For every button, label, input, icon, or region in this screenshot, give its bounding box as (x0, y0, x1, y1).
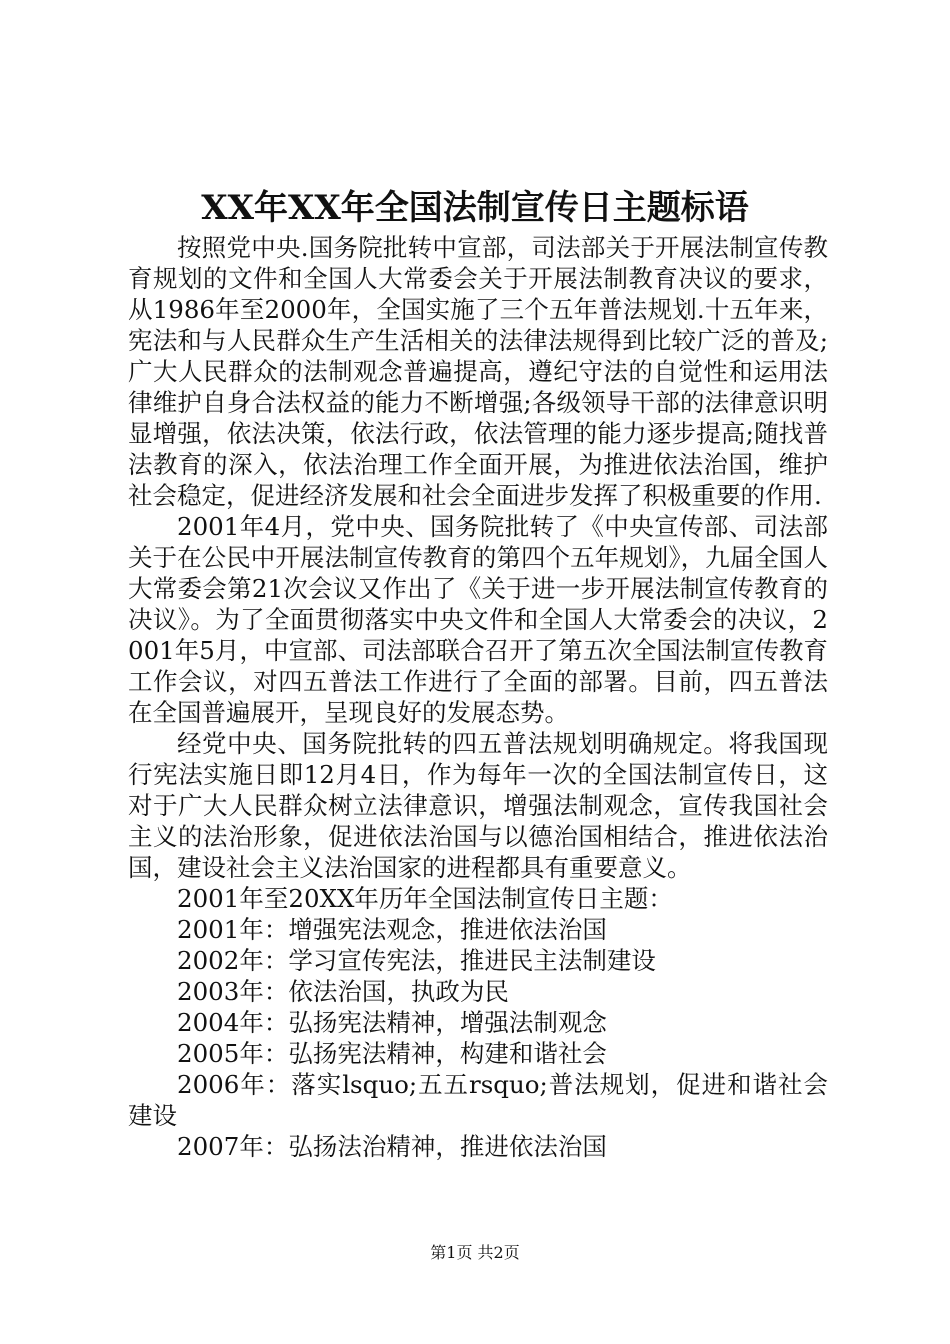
theme-2002: 2002年：学习宣传宪法，推进民主法制建设 (177, 946, 656, 975)
theme-2004: 2004年：弘扬宪法精神，增强法制观念 (177, 1008, 607, 1037)
page-number-footer: 第1页 共2页 (430, 1243, 520, 1262)
theme-2006: 2006年：落实lsquo;五五rsquo;普法规划，促进和谐社会建设 (128, 1070, 828, 1130)
paragraph-legal-day: 经党中央、国务院批转的四五普法规划明确规定。将我国现行宪法实施日即12月4日，作为每年一次的全国法制宣传日，这对于广大人民群众树立法律意识，增强法制观念，宣传我国社会主义的法治形象，促进依法治国与以德治国相结合，推进依法治国，建设社会主义法治国家的进程都具有重要意义。 (128, 729, 828, 882)
theme-2001: 2001年：增强宪法观念，推进依法治国 (177, 915, 607, 944)
theme-2007: 2007年：弘扬法治精神，推进依法治国 (177, 1132, 607, 1161)
paragraph-2001-plan: 2001年4月，党中央、国务院批转了《中央宣传部、司法部关于在公民中开展法制宣传教育的第四个五年规划》，九届全国人大常委会第21次会议又作出了《关于进一步开展法制宣传教育的决议》。为了全面贯彻落实中央文件和全国人大常委会的决议，2001年5月，中宣部、司法部联合召开了第五次全国法制宣传教育工作会议，对四五普法工作进行了全面的部署。目前，四五普法在全国普遍展开，呈现良好的发展态势。 (128, 512, 828, 727)
theme-2003: 2003年：依法治国，执政为民 (177, 977, 509, 1006)
paragraph-intro: 按照党中央.国务院批转中宣部，司法部关于开展法制宣传教育规划的文件和全国人大常委会关于开展法制教育决议的要求，从1986年至2000年，全国实施了三个五年普法规划.十五年来，宪法和与人民群众生产生活相关的法律法规得到比较广泛的普及;广大人民群众的法制观念普遍提高，遵纪守法的自觉性和运用法律维护自身合法权益的能力不断增强;各级领导干部的法律意识明显增强，依法决策，依法行政，依法管理的能力逐步提高;随找普法教育的深入，依法治理工作全面开展，为推进依法治国，维护社会稳定，促进经济发展和社会全面进步发挥了积极重要的作用. (128, 233, 828, 510)
theme-2005: 2005年：弘扬宪法精神，构建和谐社会 (177, 1039, 607, 1068)
paragraph-themes-heading: 2001年至20XX年历年全国法制宣传日主题： (177, 884, 673, 913)
document-body (128, 232, 828, 1162)
document-title: XX年XX年全国法制宣传日主题标语 (201, 188, 749, 228)
